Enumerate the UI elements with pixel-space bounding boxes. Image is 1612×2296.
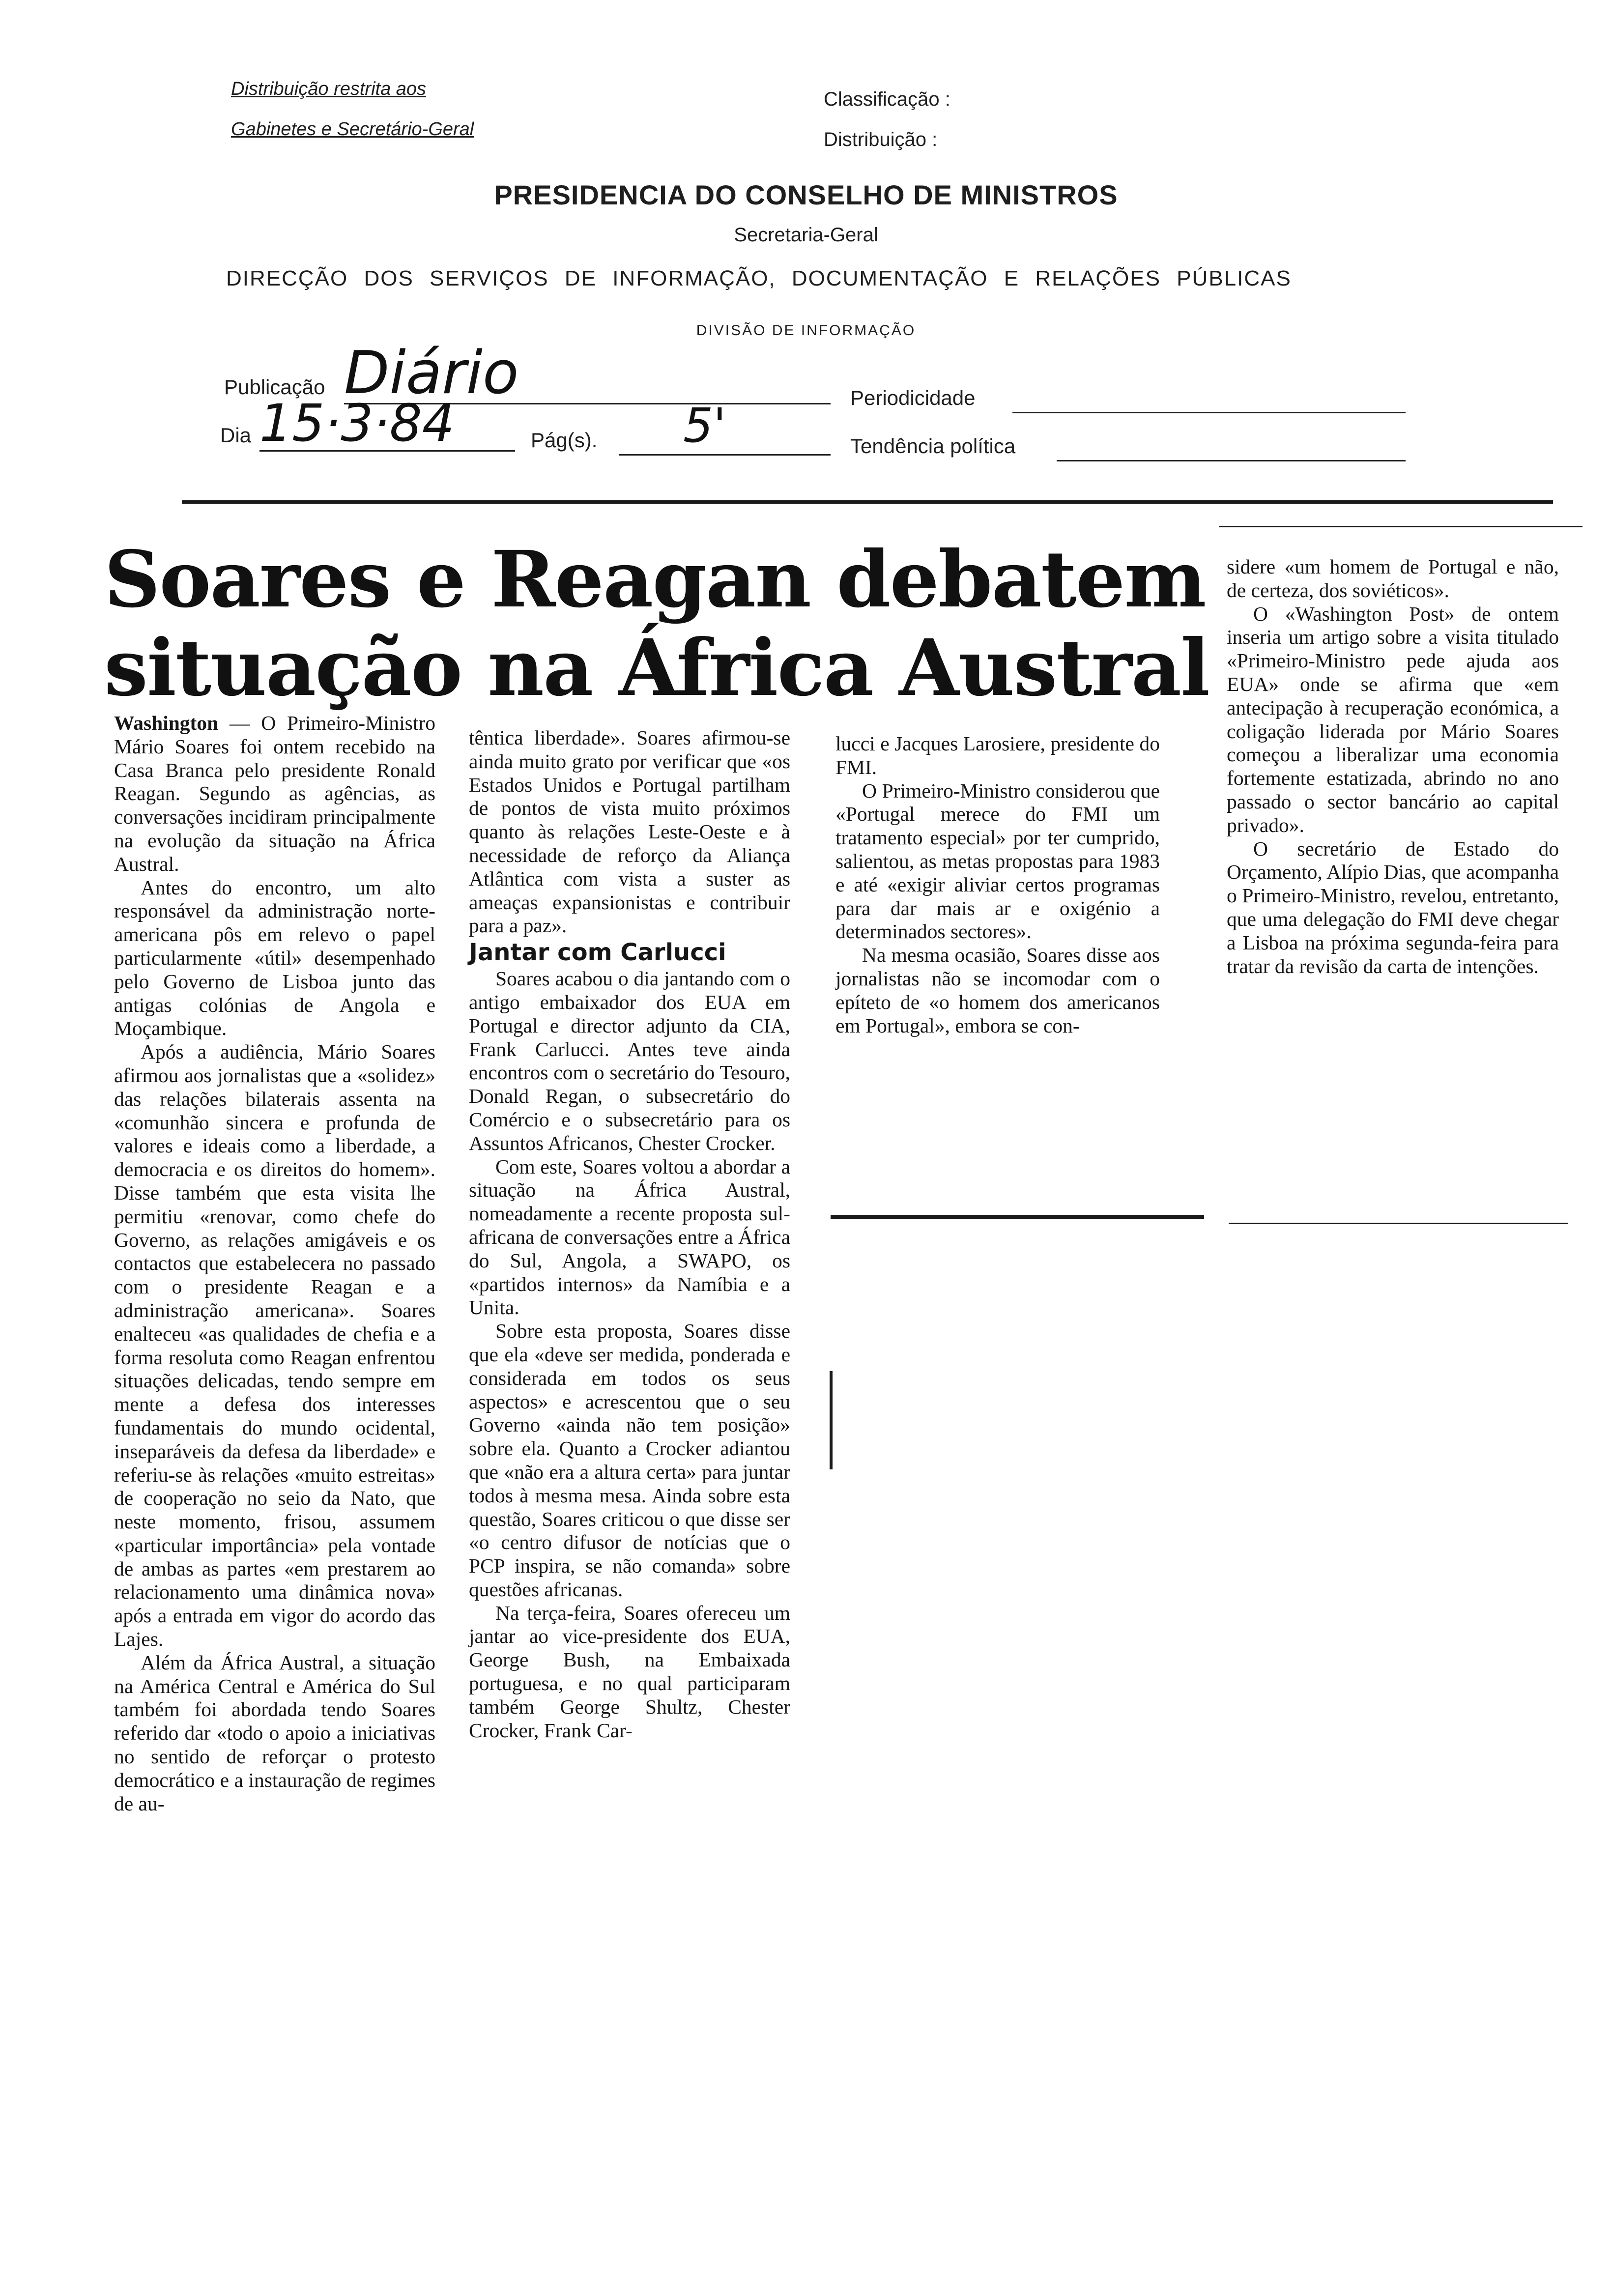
classification-label: Classificação : xyxy=(824,88,950,110)
day-underline xyxy=(259,450,515,452)
tendency-underline xyxy=(1057,460,1406,461)
tendency-label: Tendência política xyxy=(850,434,1016,458)
paragraph-continued: sidere «um homem de Portugal e não, de certeza, dos soviéticos». xyxy=(1227,555,1559,602)
publication-value: Diário xyxy=(344,339,519,407)
distribution-label: Distribuição : xyxy=(824,129,938,150)
publication-label: Publicação xyxy=(224,375,325,399)
paragraph: Na mesma ocasião, Soares disse aos jornalistas não se incomodar com o epíteto de «o homem dos americanos em Portugal», embora se con- xyxy=(835,944,1160,1037)
secretariat-name: Secretaria-Geral xyxy=(734,224,878,246)
margin-mark xyxy=(830,1371,833,1469)
lead-text: — O Primeiro-Ministro Mário Soares foi ontem recebido na Casa Branca pelo presidente Ronald Reagan. Segundo as agências, as conversações incidiram principalmente na evolução da situação na África Austral. xyxy=(114,712,435,875)
paragraph: Sobre esta proposta, Soares disse que ela «deve ser medida, ponderada e considerada em todos os seus aspectos» e acrescentou que o seu Governo «ainda não tem posição» sobre ela. Quanto a Crocker adiantou que «não era a altura certa» para juntar todos à mesma mesa. Ainda sobre esta questão, Soares criticou o que disse ser «o centro difusor de notícias que o PCP inspira, se não comanda» sobre questões africanas. xyxy=(469,1320,790,1601)
header-separator-rule xyxy=(182,500,1553,504)
organization-name: PRESIDENCIA DO CONSELHO DE MINISTROS xyxy=(494,179,1118,210)
column-4-end-rule xyxy=(1229,1223,1568,1224)
subheading: Jantar com Carlucci xyxy=(469,939,726,967)
restricted-distribution-line-2: Gabinetes e Secretário-Geral xyxy=(231,119,474,140)
paragraph: O «Washington Post» de ontem inseria um artigo sobre a visita titulado «Primeiro-Ministro pede ajuda aos EUA» onde se afirma que «em antecipação à recuperação económica, a coligação liderada por Mário Soares começou a liberalizar uma economia fortemente estatizada, abrindo no ano passado o sector bancário ao capital privado». xyxy=(1227,602,1559,836)
pages-label: Pág(s). xyxy=(531,429,598,452)
paragraph: Soares acabou o dia jantando com o antigo embaixador dos EUA em Portugal e director adjunto da CIA, Frank Carlucci. Antes teve ainda encontros com o secretário do Tesouro, Donald Regan, o subsecretário do Comércio e o subsecretário para os Assuntos Africanos, Chester Crocker. xyxy=(469,967,790,1154)
division-name: DIVISÃO DE INFORMAÇÃO xyxy=(696,322,916,339)
article-column-1 xyxy=(114,712,435,1815)
headline-line-1: Soares e Reagan debatem xyxy=(104,534,1206,625)
paragraph: Antes do encontro, um alto responsável da administração norte-americana pôs em relevo o papel particularmente «útil» desempenhado pelo Governo de Lisboa junto das antigas colónias de Angola e Moçambique. xyxy=(114,876,435,1040)
article-column-2 xyxy=(469,726,790,1742)
paragraph: O secretário de Estado do Orçamento, Alípio Dias, que acompanha o Primeiro-Ministro, revelou, entretanto, que uma delegação do FMI deve chegar a Lisboa na próxima segunda-feira para tratar da revisão da carta de intenções. xyxy=(1227,837,1559,977)
paragraph-continued: têntica liberdade». Soares afirmou-se ainda muito grato por verificar que «os Estados Unidos e Portugal partilham de pontos de vista muito próximos quanto às relações Leste-Oeste e à necessidade de reforço da Aliança Atlântica com vista a suster as ameaças expansionistas e contribuir para a paz». xyxy=(469,726,790,937)
paragraph: Na terça-feira, Soares ofereceu um jantar ao vice-presidente dos EUA, George Bush, na Embaixada portuguesa, e no qual participaram também George Shultz, Chester Crocker, Frank Car- xyxy=(469,1601,790,1742)
pages-value: 5' xyxy=(683,398,726,453)
article-column-3 xyxy=(835,732,1160,1037)
paragraph: O Primeiro-Ministro considerou que «Portugal merece do FMI um tratamento especial» por ter cumprido, salientou, as metas propostas para 1983 e até «exigir aliviar certos programas para dar mais ar e oxigénio a determinados sectores». xyxy=(835,779,1160,943)
periodicity-label: Periodicidade xyxy=(850,386,976,409)
pages-underline xyxy=(619,454,831,456)
clipping-top-edge xyxy=(1219,526,1583,527)
periodicity-underline xyxy=(1012,412,1406,413)
headline-line-2: situação na África Austral xyxy=(104,623,1209,714)
day-value: 15·3·84 xyxy=(259,393,455,453)
paragraph: Após a audiência, Mário Soares afirmou aos jornalistas que a «solidez» das relações bilaterais assenta na «comunhão sincera e profunda de valores e ideais como a liberdade, a democracia e os direitos do homem». Disse também que esta visita lhe permitiu «renovar, como chefe do Governo, as relações amigáveis e os contactos que estabelecera no passado com o presidente Reagan e a administração americana». Soares enalteceu «as qualidades de chefia e a forma resoluta como Reagan enfrentou situações delicadas, tendo sempre em mente a defesa dos interesses fundamentais do mundo ocidental, inseparáveis da defesa da liberdade» e referiu-se às relações «muito estreitas» de cooperação no seio da Nato, que neste momento, frisou, assumem «particular importância» pela vontade de ambas as partes «em prestarem ao relacionamento uma dinâmica nova» após a entrada em vigor do acordo das Lajes. xyxy=(114,1040,435,1651)
article-column-4 xyxy=(1227,555,1559,978)
restricted-distribution-line-1: Distribuição restrita aos xyxy=(231,79,427,99)
dateline: Washington xyxy=(114,712,219,734)
day-label: Dia xyxy=(220,424,252,447)
paragraph: Além da África Austral, a situação na América Central e América do Sul também foi abordada tendo Soares referido dar «todo o apoio a iniciativas no sentido de reforçar o protesto democrático e a instauração de regimes de au- xyxy=(114,1651,435,1815)
column-3-end-rule xyxy=(831,1215,1204,1219)
paragraph-continued: lucci e Jacques Larosiere, presidente do FMI. xyxy=(835,732,1160,778)
paragraph: Com este, Soares voltou a abordar a situação na África Austral, nomeadamente a recente proposta sul-africana de conversações entre a África do Sul, Angola, a SWAPO, os «partidos internos» da Namíbia e a Unita. xyxy=(469,1155,790,1319)
directorate-name: DIRECÇÃO DOS SERVIÇOS DE INFORMAÇÃO, DOCUMENTAÇÃO E RELAÇÕES PÚBLICAS xyxy=(226,266,1292,290)
lead-paragraph xyxy=(114,712,435,876)
